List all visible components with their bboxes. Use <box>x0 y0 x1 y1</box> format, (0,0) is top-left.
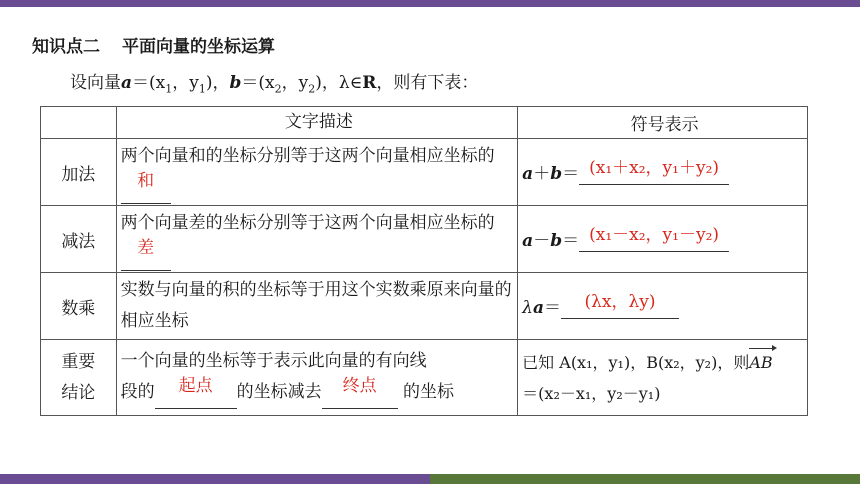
operations-table <box>40 106 808 416</box>
fill-blank <box>121 239 171 271</box>
fill-blank <box>121 172 171 204</box>
a-sub1: 1 <box>165 82 173 96</box>
b-eq: ＝(x <box>241 73 275 93</box>
description-post: 的坐标 <box>403 382 455 402</box>
formula-answer: (x₁－x₂，y₁－y₂) <box>589 225 720 245</box>
section-label: 知识点二 <box>32 37 100 57</box>
formula-eq: ＝ <box>543 298 561 318</box>
description-line1: 一个向量的坐标等于表示此向量的有向线 <box>120 351 427 371</box>
row-description: 实数与向量的积的坐标等于用这个实数乘原来向量的相应坐标 <box>116 273 518 340</box>
top-accent-bar <box>0 0 860 7</box>
blank-answer: 差 <box>137 237 155 258</box>
real-set: R <box>362 73 377 93</box>
description-pre: 段的 <box>120 382 155 402</box>
b-sub2: 2 <box>308 82 316 96</box>
formula-answer: (x₁＋x₂，y₁＋y₂) <box>589 158 720 178</box>
formula-eq: ＝ <box>562 231 580 251</box>
vector-b: b <box>229 73 242 93</box>
header-symbol: 符号表示 <box>518 107 808 139</box>
row-description <box>116 340 518 416</box>
a-end: )， <box>205 73 230 93</box>
row-description <box>116 206 518 273</box>
fill-blank-start <box>155 377 237 409</box>
b-mid: ，y <box>281 73 309 93</box>
a-mid: ，y <box>172 73 199 93</box>
known-text: 已知 A(x₁，y₁)，B(x₂，y₂)，则 <box>522 352 750 372</box>
description-text: 两个向量差的坐标分别等于这两个向量相应坐标的 <box>120 212 495 233</box>
row-formula <box>518 340 808 416</box>
section-title: 平面向量的坐标运算 <box>122 37 275 57</box>
a-eq: ＝(x <box>132 73 166 93</box>
vector-a: a <box>121 73 133 93</box>
intro-text <box>70 68 478 95</box>
table-row-subtraction <box>41 206 808 273</box>
vector-ab: AB <box>749 347 772 378</box>
header-description: 文字描述 <box>116 107 518 139</box>
b-sub1: 2 <box>274 82 282 96</box>
known-line2: ＝(x₂－x₁，y₂－y₁) <box>522 383 661 403</box>
table-row-conclusion <box>41 340 808 416</box>
description-line2 <box>121 377 518 409</box>
blank-answer-start: 起点 <box>178 376 213 396</box>
bottom-bar-purple <box>0 474 430 484</box>
blank-answer-end: 终点 <box>342 376 377 396</box>
blank-answer: 和 <box>137 170 155 191</box>
table-row-addition <box>41 139 808 206</box>
formula-eq: ＝ <box>562 164 580 184</box>
formula-answer: (λx，λy) <box>584 292 656 312</box>
known-line1 <box>522 347 807 378</box>
description-text: 两个向量和的坐标分别等于这两个向量相应坐标的 <box>120 145 495 166</box>
formula-blank <box>561 293 679 319</box>
row-description <box>116 139 518 206</box>
row-formula: λa＝ (λx，λy) <box>518 273 808 340</box>
a-sub2: 1 <box>198 82 206 96</box>
row-label <box>41 340 117 416</box>
intro-suffix: ，则有下表： <box>376 73 479 93</box>
row-label-line1: 重要 <box>61 351 96 372</box>
bottom-bar-green <box>430 474 860 484</box>
row-label: 数乘 <box>41 273 117 340</box>
section-heading <box>32 32 297 57</box>
row-formula: a－b＝ (x₁－x₂，y₁－y₂) <box>518 206 808 273</box>
row-formula: a＋b＝ (x₁＋x₂，y₁＋y₂) <box>518 139 808 206</box>
fill-blank-end <box>322 377 398 409</box>
formula-blank <box>579 226 729 252</box>
b-end: )，λ∈ <box>315 73 363 93</box>
formula-blank <box>579 159 729 185</box>
row-label-line2: 结论 <box>61 382 96 403</box>
table-row-scalar <box>41 273 808 340</box>
intro-prefix: 设向量 <box>70 73 121 93</box>
row-label: 加法 <box>41 139 117 206</box>
header-empty <box>41 107 117 139</box>
row-label: 减法 <box>41 206 117 273</box>
description-mid: 的坐标减去 <box>236 382 322 402</box>
bottom-accent-bar <box>0 474 860 484</box>
table-header-row <box>41 107 808 139</box>
